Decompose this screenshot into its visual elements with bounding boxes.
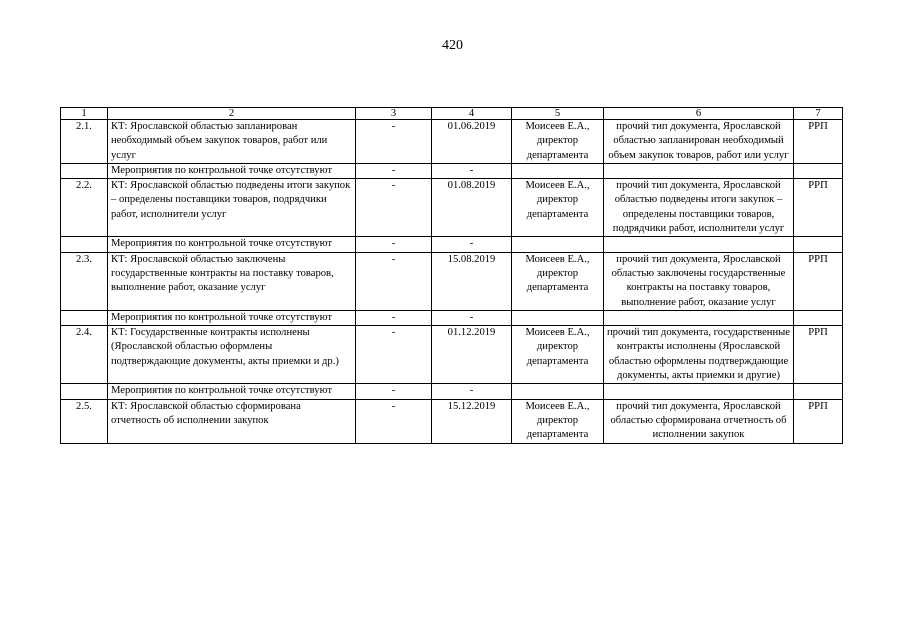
row-date: 01.08.2019 xyxy=(432,179,512,237)
row-number xyxy=(61,310,108,325)
row-responsible: Моисеев Е.А., директор департамента xyxy=(512,399,604,443)
row-document: прочий тип документа, Ярославской областью сформирована отчетность об исполнении закупок xyxy=(604,399,794,443)
row-number xyxy=(61,163,108,178)
row-level: РРП xyxy=(794,326,843,384)
row-number: 2.5. xyxy=(61,399,108,443)
col-header-3: 3 xyxy=(356,108,432,120)
row-description: КТ: Ярославской областью сформирована отчетность об исполнении закупок xyxy=(108,399,356,443)
row-responsible xyxy=(512,384,604,399)
row-description: КТ: Государственные контракты исполнены (Ярославской областью оформлены подтверждающие документы, акты приемки и др.) xyxy=(108,326,356,384)
row-dash: - xyxy=(356,252,432,310)
row-description: Мероприятия по контрольной точке отсутствуют xyxy=(108,310,356,325)
table-row xyxy=(61,310,843,325)
row-responsible xyxy=(512,237,604,252)
row-description: КТ: Ярославской областью заключены государственные контракты на поставку товаров, выполнение работ, оказание услуг xyxy=(108,252,356,310)
row-description: Мероприятия по контрольной точке отсутствуют xyxy=(108,237,356,252)
row-document: прочий тип документа, Ярославской областью запланирован необходимый объем закупок товаров, работ или услуг xyxy=(604,120,794,164)
row-dash: - xyxy=(356,399,432,443)
row-dash: - xyxy=(356,384,432,399)
row-level: РРП xyxy=(794,120,843,164)
table-row xyxy=(61,326,843,384)
row-responsible xyxy=(512,310,604,325)
row-level xyxy=(794,237,843,252)
row-level: РРП xyxy=(794,179,843,237)
row-responsible: Моисеев Е.А., директор департамента xyxy=(512,252,604,310)
row-document xyxy=(604,310,794,325)
row-date: 15.08.2019 xyxy=(432,252,512,310)
row-number xyxy=(61,237,108,252)
row-responsible: Моисеев Е.А., директор департамента xyxy=(512,326,604,384)
col-header-2: 2 xyxy=(108,108,356,120)
row-number: 2.1. xyxy=(61,120,108,164)
row-responsible: Моисеев Е.А., директор департамента xyxy=(512,120,604,164)
row-document: прочий тип документа, государственные контракты исполнены (Ярославской областью оформлены подтверждающие документы, акты приемки и другие) xyxy=(604,326,794,384)
row-number xyxy=(61,384,108,399)
row-dash: - xyxy=(356,120,432,164)
row-responsible xyxy=(512,163,604,178)
row-dash: - xyxy=(356,310,432,325)
row-dash: - xyxy=(356,179,432,237)
table-row xyxy=(61,163,843,178)
row-level: РРП xyxy=(794,252,843,310)
col-header-4: 4 xyxy=(432,108,512,120)
row-description: КТ: Ярославской областью запланирован необходимый объем закупок товаров, работ или услуг xyxy=(108,120,356,164)
page-number: 420 xyxy=(442,38,463,53)
row-level xyxy=(794,384,843,399)
col-header-6: 6 xyxy=(604,108,794,120)
row-number: 2.2. xyxy=(61,179,108,237)
header-row xyxy=(61,108,843,120)
table-row xyxy=(61,384,843,399)
table-row xyxy=(61,179,843,237)
row-date: - xyxy=(432,310,512,325)
row-dash: - xyxy=(356,237,432,252)
row-document: прочий тип документа, Ярославской областью заключены государственные контракты на поставку товаров, выполнение работ, оказание услуг xyxy=(604,252,794,310)
table-row xyxy=(61,237,843,252)
row-number: 2.4. xyxy=(61,326,108,384)
row-dash: - xyxy=(356,326,432,384)
row-document xyxy=(604,237,794,252)
row-document xyxy=(604,384,794,399)
row-description: КТ: Ярославской областью подведены итоги закупок – определены поставщики товаров, подрядчики работ, исполнители услуг xyxy=(108,179,356,237)
row-date: - xyxy=(432,163,512,178)
row-date: - xyxy=(432,384,512,399)
row-responsible: Моисеев Е.А., директор департамента xyxy=(512,179,604,237)
row-level xyxy=(794,163,843,178)
table-row xyxy=(61,252,843,310)
row-date: 01.06.2019 xyxy=(432,120,512,164)
col-header-1: 1 xyxy=(61,108,108,120)
row-date: - xyxy=(432,237,512,252)
row-date: 15.12.2019 xyxy=(432,399,512,443)
row-number: 2.3. xyxy=(61,252,108,310)
table-row xyxy=(61,399,843,443)
row-document xyxy=(604,163,794,178)
row-dash: - xyxy=(356,163,432,178)
col-header-7: 7 xyxy=(794,108,843,120)
row-date: 01.12.2019 xyxy=(432,326,512,384)
row-description: Мероприятия по контрольной точке отсутствуют xyxy=(108,384,356,399)
control-points-table xyxy=(60,107,843,444)
col-header-5: 5 xyxy=(512,108,604,120)
row-level xyxy=(794,310,843,325)
row-description: Мероприятия по контрольной точке отсутствуют xyxy=(108,163,356,178)
table-row xyxy=(61,120,843,164)
row-document: прочий тип документа, Ярославской областью подведены итоги закупок – определены поставщики товаров, подрядчики работ, исполнители услуг xyxy=(604,179,794,237)
row-level: РРП xyxy=(794,399,843,443)
